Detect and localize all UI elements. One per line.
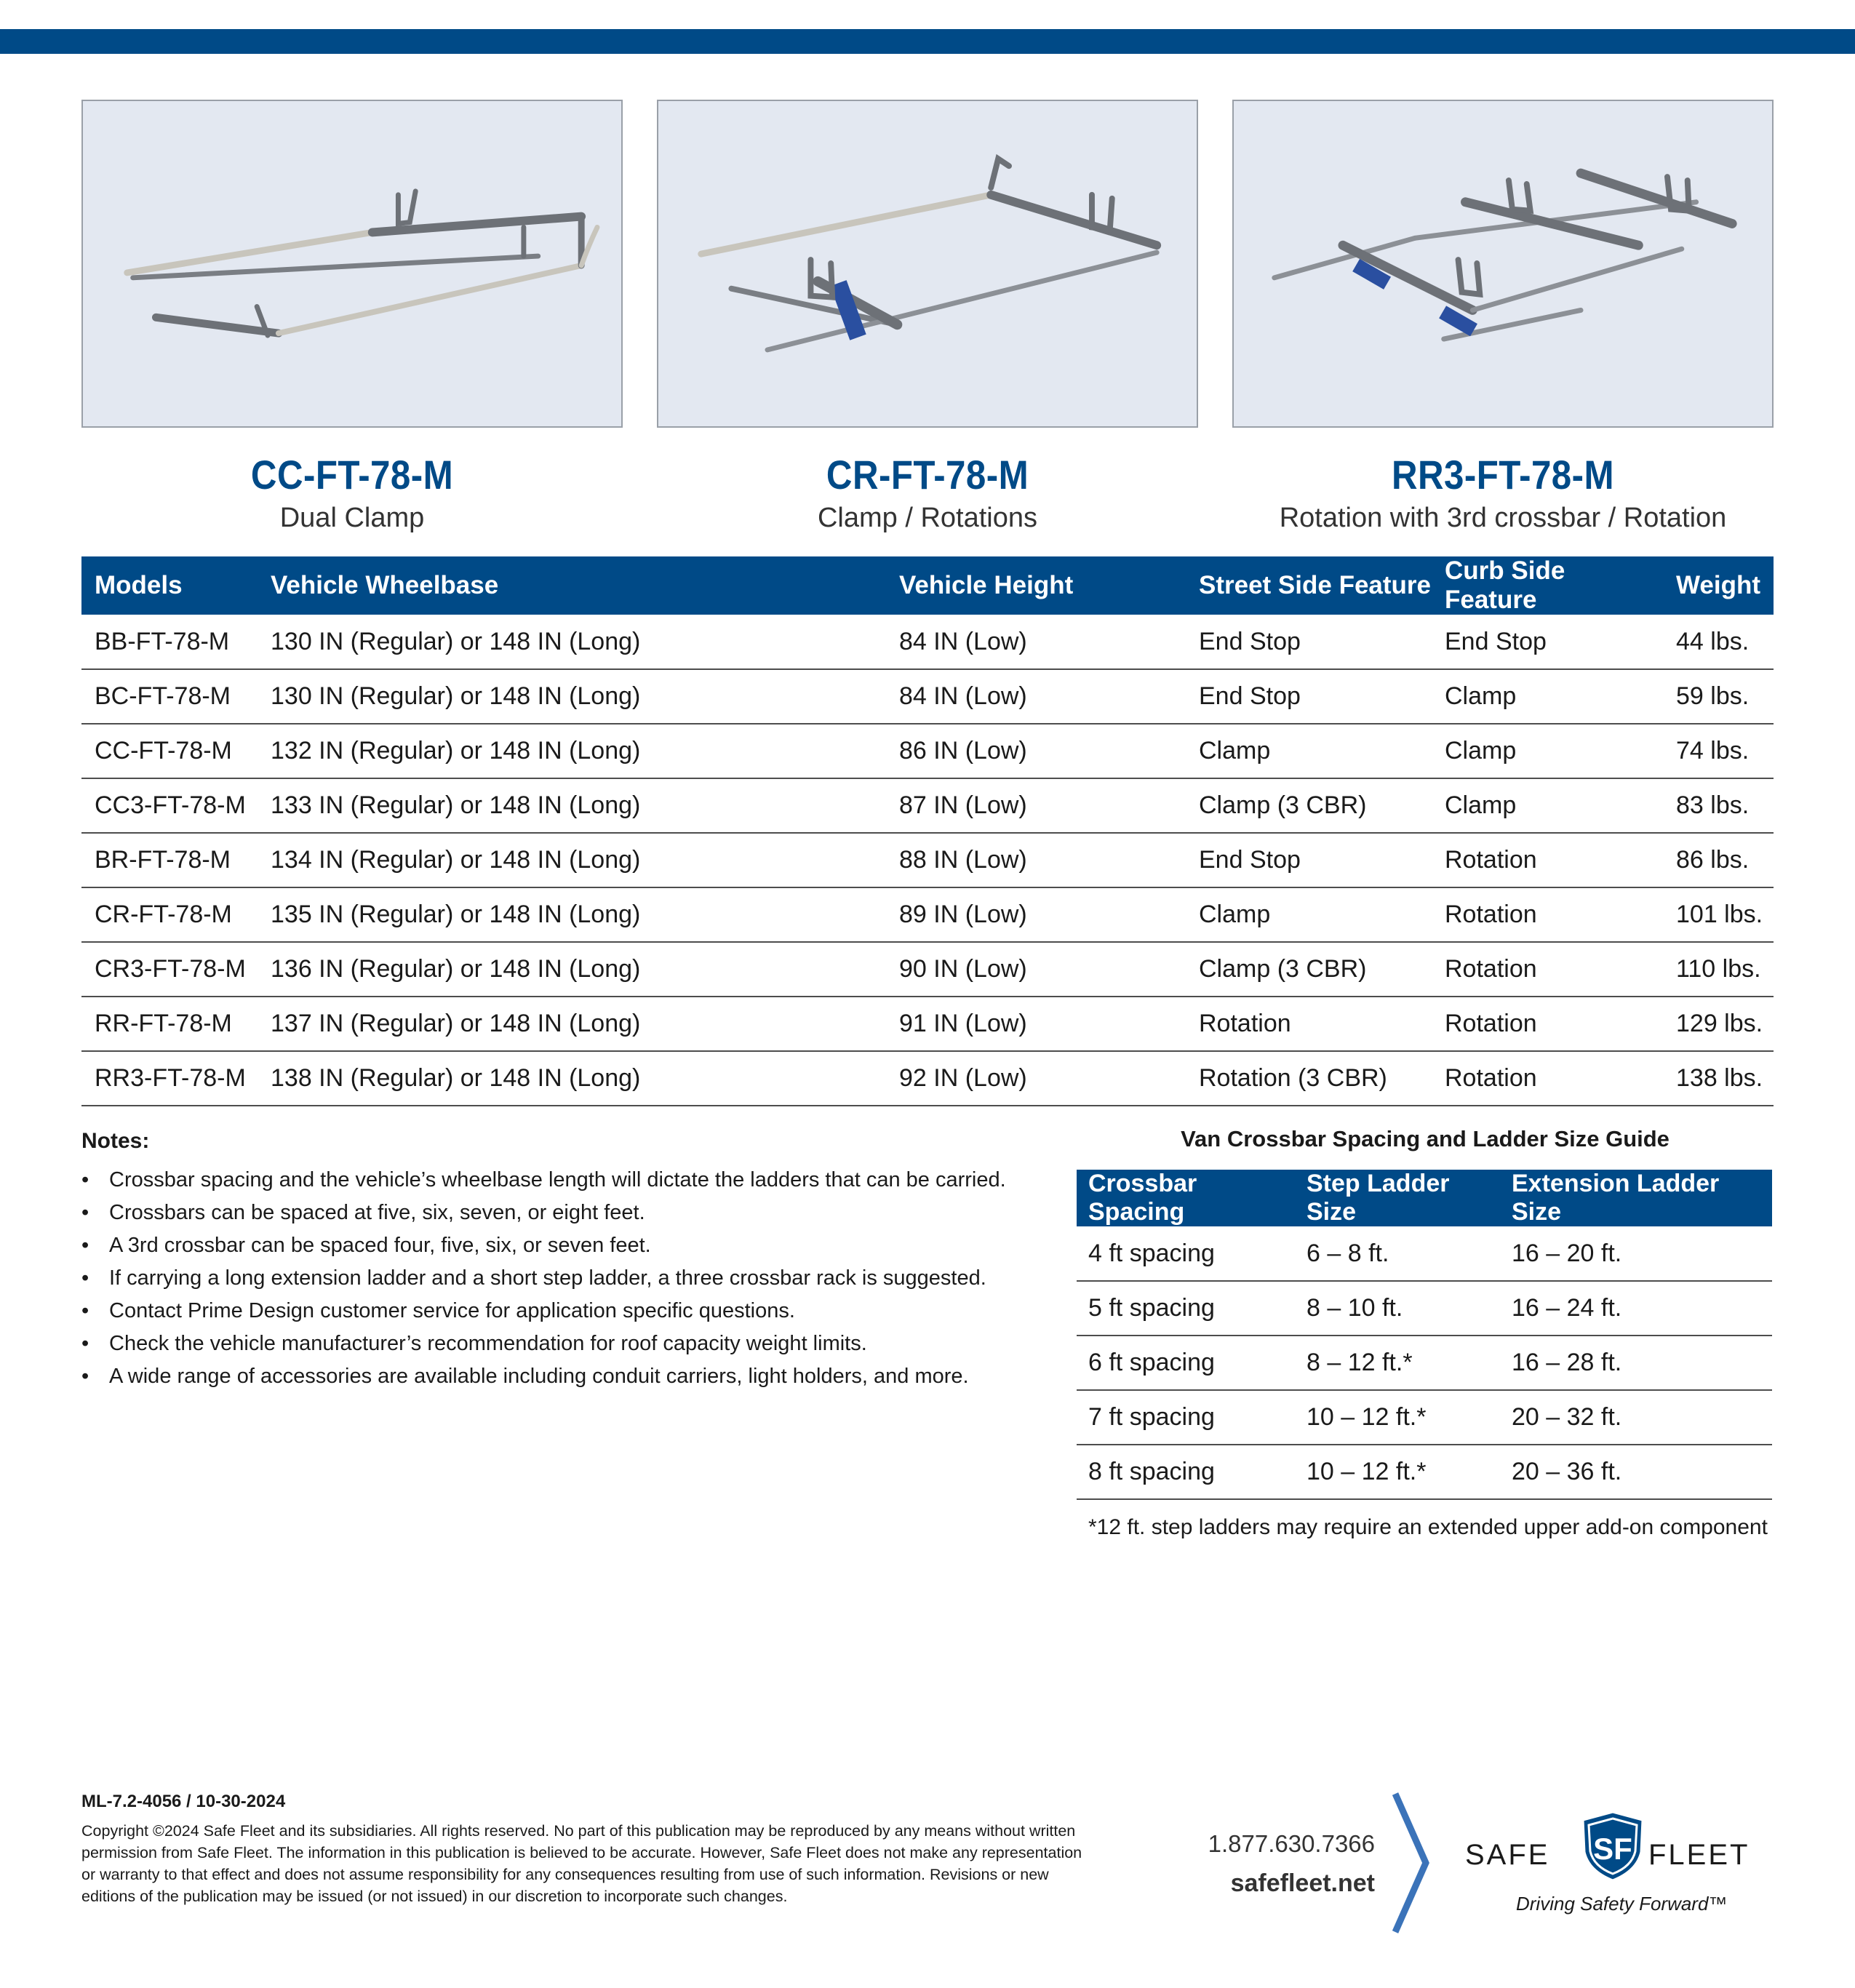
table-cell: Rotation [1432,997,1663,1051]
table-cell: 110 lbs. [1663,942,1774,997]
table-row [81,1051,1774,1106]
table-cell: CR3-FT-78-M [81,942,258,997]
guide-footnote: *12 ft. step ladders may require an extended upper add-on component [1088,1515,1768,1539]
table-cell: 10 – 12 ft.* [1295,1390,1500,1445]
product-caption-cr [657,452,1198,533]
website-link[interactable]: safefleet.net [1230,1869,1375,1897]
column-header: Models [81,556,258,615]
list-item: • Crossbars can be spaced at five, six, seven, or eight feet. [81,1197,1056,1229]
list-item: • Crossbar spacing and the vehicle’s wheelbase length will dictate the ladders that can be carried. [81,1164,1056,1197]
table-row [1077,1281,1772,1336]
notes-list [81,1164,1056,1393]
table-row [81,778,1774,833]
product-caption-rr3 [1232,452,1774,533]
table-cell: Clamp [1432,669,1663,724]
table-cell: BR-FT-78-M [81,833,258,887]
table-cell: CC3-FT-78-M [81,778,258,833]
table-row [81,724,1774,778]
product-model: RR3-FT-78-M [1391,452,1614,498]
table-row [81,615,1774,669]
table-cell: Rotation [1432,1051,1663,1106]
table-row [81,833,1774,887]
table-cell: 101 lbs. [1663,887,1774,942]
column-header: Vehicle Wheelbase [258,556,886,615]
table-cell: 86 IN (Low) [886,724,1186,778]
product-model: CR-FT-78-M [826,452,1029,498]
product-description: Rotation with 3rd crossbar / Rotation [1279,503,1727,533]
column-header: Vehicle Height [886,556,1186,615]
column-header: Curb Side Feature [1432,556,1663,615]
table-cell: 4 ft spacing [1077,1226,1295,1281]
logo-initials: SF [1593,1832,1632,1866]
table-cell: 86 lbs. [1663,833,1774,887]
ladder-rack-illustration [1234,101,1772,426]
table-row [81,942,1774,997]
table-cell: BB-FT-78-M [81,615,258,669]
table-cell: Rotation (3 CBR) [1186,1051,1432,1106]
table-cell: 138 IN (Regular) or 148 IN (Long) [258,1051,886,1106]
product-model: CC-FT-78-M [250,452,454,498]
table-cell: Clamp [1186,887,1432,942]
table-cell: 16 – 28 ft. [1500,1336,1772,1390]
ladder-rack-illustration [658,101,1197,426]
table-cell: 92 IN (Low) [886,1051,1186,1106]
table-cell: 6 ft spacing [1077,1336,1295,1390]
table-cell: 6 – 8 ft. [1295,1226,1500,1281]
top-brand-bar [0,29,1855,54]
table-cell: Rotation [1186,997,1432,1051]
table-row [81,997,1774,1051]
table-cell: 88 IN (Low) [886,833,1186,887]
table-cell: 44 lbs. [1663,615,1774,669]
table-cell: 134 IN (Regular) or 148 IN (Long) [258,833,886,887]
list-item: • Contact Prime Design customer service for application specific questions. [81,1295,1056,1328]
copyright-text: Copyright ©2024 Safe Fleet and its subsidiaries. All rights reserved. No part of this publication may be reproduced by any means without written permission from Safe Fleet. The information in this publication is believed to be accurate. However, Safe Fleet does not make any representation or warranty to that effect and does not assume responsibility for any consequences resulting from use of such information. Revisions or new editions of the publication may be issued (or not issued) in our discretion to incorporate such changes. [81,1822,1082,1905]
table-cell: Rotation [1432,887,1663,942]
table-cell: 135 IN (Regular) or 148 IN (Long) [258,887,886,942]
list-item: • Check the vehicle manufacturer’s recommendation for roof capacity weight limits. [81,1328,1056,1360]
table-cell: 20 – 32 ft. [1500,1390,1772,1445]
table-cell: 132 IN (Regular) or 148 IN (Long) [258,724,886,778]
product-image-rr3 [1232,100,1774,428]
table-cell: 8 – 10 ft. [1295,1281,1500,1336]
ladder-size-guide-table [1077,1170,1772,1500]
product-description: Dual Clamp [279,503,425,533]
table-row [1077,1445,1772,1499]
table-cell: 7 ft spacing [1077,1390,1295,1445]
table-cell: Clamp [1186,724,1432,778]
chevron-right-icon [1389,1791,1433,1935]
list-item: • A wide range of accessories are available including conduit carriers, light holders, and more. [81,1360,1056,1393]
table-cell: CC-FT-78-M [81,724,258,778]
column-header: Street Side Feature [1186,556,1432,615]
table-cell: Rotation [1432,833,1663,887]
column-header: Step Ladder Size [1295,1170,1500,1226]
table-cell: 129 lbs. [1663,997,1774,1051]
table-cell: BC-FT-78-M [81,669,258,724]
table-cell: RR3-FT-78-M [81,1051,258,1106]
list-item: • If carrying a long extension ladder and a short step ladder, a three crossbar rack is suggested. [81,1262,1056,1295]
table-cell: 84 IN (Low) [886,669,1186,724]
product-image-cc [81,100,623,428]
guide-title: Van Crossbar Spacing and Ladder Size Guide [1181,1126,1670,1151]
tagline: Driving Safety Forward™ [1516,1893,1728,1915]
ladder-rack-illustration [83,101,621,426]
table-cell: 84 IN (Low) [886,615,1186,669]
table-cell: 136 IN (Regular) or 148 IN (Long) [258,942,886,997]
table-row [1077,1226,1772,1281]
table-cell: 8 ft spacing [1077,1445,1295,1499]
table-cell: 10 – 12 ft.* [1295,1445,1500,1499]
contact-info [1208,1830,1375,1898]
table-cell: Clamp [1432,724,1663,778]
logo-word-fleet: FLEET [1648,1839,1750,1871]
table-cell: RR-FT-78-M [81,997,258,1051]
product-image-cr [657,100,1198,428]
table-cell: 16 – 20 ft. [1500,1226,1772,1281]
list-item: • A 3rd crossbar can be spaced four, five, six, or seven feet. [81,1229,1056,1262]
table-cell: 133 IN (Regular) or 148 IN (Long) [258,778,886,833]
column-header: Weight [1663,556,1774,615]
table-cell: 137 IN (Regular) or 148 IN (Long) [258,997,886,1051]
table-row [1077,1336,1772,1390]
column-header: Extension Ladder Size [1500,1170,1772,1226]
table-cell: 8 – 12 ft.* [1295,1336,1500,1390]
table-cell: 16 – 24 ft. [1500,1281,1772,1336]
safe-fleet-logo [1462,1810,1775,1904]
document-id: ML-7.2-4056 / 10-30-2024 [81,1792,286,1811]
table-cell: Clamp [1432,778,1663,833]
table-cell: 87 IN (Low) [886,778,1186,833]
logo-word-safe: SAFE [1465,1839,1550,1871]
table-row [81,887,1774,942]
table-cell: 89 IN (Low) [886,887,1186,942]
phone-number: 1.877.630.7366 [1208,1830,1375,1857]
table-header-row [1077,1170,1772,1226]
table-cell: Rotation [1432,942,1663,997]
table-cell: 20 – 36 ft. [1500,1445,1772,1499]
shield-icon [1579,1810,1647,1883]
notes-section [81,1129,1056,1393]
table-cell: Clamp (3 CBR) [1186,778,1432,833]
notes-title: Notes: [81,1129,150,1153]
table-row [1077,1390,1772,1445]
table-cell: End Stop [1186,669,1432,724]
table-cell: 59 lbs. [1663,669,1774,724]
column-header: Crossbar Spacing [1077,1170,1295,1226]
table-cell: End Stop [1186,615,1432,669]
table-header-row [81,556,1774,615]
table-cell: Clamp (3 CBR) [1186,942,1432,997]
table-cell: End Stop [1186,833,1432,887]
product-description: Clamp / Rotations [817,503,1037,533]
product-caption-cc [81,452,623,533]
table-cell: 74 lbs. [1663,724,1774,778]
table-cell: 130 IN (Regular) or 148 IN (Long) [258,669,886,724]
table-cell: 138 lbs. [1663,1051,1774,1106]
table-cell: 91 IN (Low) [886,997,1186,1051]
table-row [81,669,1774,724]
table-cell: End Stop [1432,615,1663,669]
models-table [81,556,1774,1106]
table-cell: 5 ft spacing [1077,1281,1295,1336]
table-cell: 83 lbs. [1663,778,1774,833]
table-cell: CR-FT-78-M [81,887,258,942]
table-cell: 130 IN (Regular) or 148 IN (Long) [258,615,886,669]
table-cell: 90 IN (Low) [886,942,1186,997]
